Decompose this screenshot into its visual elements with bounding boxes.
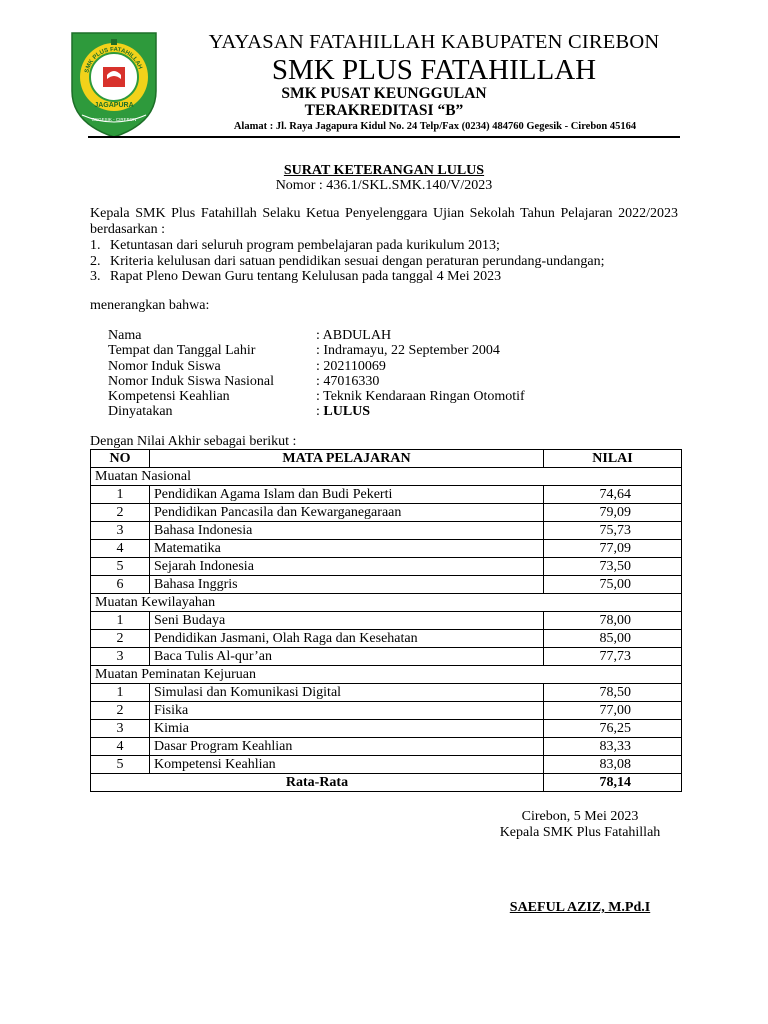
document-number: Nomor : 436.1/SKL.SMK.140/V/2023 [275,178,493,193]
row-subject: Pendidikan Jasmani, Olah Raga dan Kesehatan [150,630,544,648]
row-subject: Sejarah Indonesia [150,558,544,576]
row-subject: Baca Tulis Al-qur’an [150,648,544,666]
table-row [91,522,682,540]
info-row [108,389,525,404]
row-number: 5 [91,756,150,774]
list-text: Ketuntasan dari seluruh program pembelajaran pada kurikulum 2013; [110,238,500,253]
table-group-row [91,594,682,612]
row-subject: Fisika [150,702,544,720]
row-score: 78,50 [544,684,682,702]
letterhead-divider [88,136,680,138]
row-subject: Dasar Program Keahlian [150,738,544,756]
row-number: 3 [91,648,150,666]
basis-list [90,238,605,285]
letterhead-school-name: SMK PLUS FATAHILLAH [271,54,597,86]
table-row [91,612,682,630]
table-row [91,540,682,558]
row-score: 83,08 [544,756,682,774]
graduation-status: LULUS [323,404,371,420]
row-number: 2 [91,702,150,720]
info-row [108,404,525,419]
signature-place-date: Cirebon, 5 Mei 2023 [521,809,639,824]
header-score: NILAI [544,450,682,468]
row-subject: Simulasi dan Komunikasi Digital [150,684,544,702]
group-label: Muatan Peminatan Kejuruan [91,666,682,684]
row-score: 79,09 [544,504,682,522]
table-average-row [91,774,682,792]
row-number: 4 [91,738,150,756]
row-number: 3 [91,522,150,540]
average-label: Rata-Rata [91,774,544,792]
intro-paragraph: Kepala SMK Plus Fatahillah Selaku Ketua Penyelenggara Ujian Sekolah Tahun Pelajaran 2022/2023 berdasarkan : [90,206,678,237]
school-logo [70,31,158,139]
group-label: Muatan Kewilayahan [91,594,682,612]
row-score: 85,00 [544,630,682,648]
row-score: 75,00 [544,576,682,594]
info-label: Kompetensi Keahlian [108,389,230,405]
table-row [91,558,682,576]
row-subject: Seni Budaya [150,612,544,630]
table-row [91,504,682,522]
row-number: 4 [91,540,150,558]
student-info [108,328,525,420]
table-row [91,738,682,756]
row-score: 75,73 [544,522,682,540]
info-value: : [316,404,324,420]
table-body [91,468,682,792]
table-row [91,486,682,504]
table-row [91,648,682,666]
table-header-row [91,450,682,468]
table-row [91,630,682,648]
info-value: : Teknik Kendaraan Ringan Otomotif [316,389,525,405]
scores-lead: Dengan Nilai Akhir sebagai berikut : [90,434,297,449]
info-value: : Indramayu, 22 September 2004 [316,343,500,359]
row-number: 1 [91,612,150,630]
document-title: SURAT KETERANGAN LULUS [283,163,485,178]
list-number: 3. [90,269,101,284]
row-number: 2 [91,504,150,522]
signature-position: Kepala SMK Plus Fatahillah [499,825,661,840]
logo-ring-text: SMK PLUS FATAHILLAH [84,46,143,74]
statement-lead: menerangkan bahwa: [90,298,210,313]
list-item [90,254,605,270]
table-row [91,684,682,702]
logo-place-text: JAGAPURA [94,102,134,109]
header-no: NO [91,450,150,468]
info-value: : ABDULAH [316,328,392,343]
row-subject: Bahasa Indonesia [150,522,544,540]
table-row [91,756,682,774]
table-group-row [91,468,682,486]
info-label: Dinyatakan [108,404,173,420]
row-score: 73,50 [544,558,682,576]
row-score: 83,33 [544,738,682,756]
info-value: : 47016330 [316,373,380,389]
row-subject: Matematika [150,540,544,558]
letterhead-accreditation: TERAKREDITASI “B” [304,102,464,119]
letterhead-tagline: SMK PUSAT KEUNGGULAN [281,85,487,102]
list-number: 2. [90,253,101,269]
row-score: 74,64 [544,486,682,504]
row-subject: Pendidikan Pancasila dan Kewarganegaraan [150,504,544,522]
row-subject: Kompetensi Keahlian [150,756,544,774]
info-row [108,328,525,343]
letterhead-address: Alamat : Jl. Raya Jagapura Kidul No. 24 Telp/Fax (0234) 484760 Gegesik - Cirebon 45164 [233,121,637,132]
row-number: 3 [91,720,150,738]
row-subject: Pendidikan Agama Islam dan Budi Pekerti [150,486,544,504]
row-number: 5 [91,558,150,576]
info-label: Nama [108,328,142,343]
row-score: 77,00 [544,702,682,720]
info-label: Tempat dan Tanggal Lahir [108,343,256,359]
row-subject: Bahasa Inggris [150,576,544,594]
row-score: 78,00 [544,612,682,630]
table-row [91,576,682,594]
info-row [108,374,525,389]
row-score: 77,09 [544,540,682,558]
info-value: : 202110069 [316,358,386,374]
table-row [91,720,682,738]
info-label: Nomor Induk Siswa [108,358,221,374]
row-number: 6 [91,576,150,594]
average-score: 78,14 [544,774,682,792]
signature-name: SAEFUL AZIZ, M.Pd.I [509,900,651,915]
info-row [108,343,525,358]
table-group-row [91,666,682,684]
letterhead-foundation: YAYASAN FATAHILLAH KABUPATEN CIREBON [208,31,660,53]
list-text: Rapat Pleno Dewan Guru tentang Kelulusan pada tanggal 4 Mei 2023 [110,269,502,284]
table-row [91,702,682,720]
info-row [108,359,525,374]
row-score: 77,73 [544,648,682,666]
list-item [90,238,605,254]
row-number: 1 [91,684,150,702]
school-emblem-icon [70,31,158,139]
header-subject: MATA PELAJARAN [150,450,544,468]
logo-region-text: GEGESIK - CIREBON [91,117,137,122]
list-text: Kriteria kelulusan dari satuan pendidikan sesuai dengan peraturan perundang-undangan; [110,253,605,269]
info-label: Nomor Induk Siswa Nasional [108,373,275,389]
row-score: 76,25 [544,720,682,738]
group-label: Muatan Nasional [91,468,682,486]
scores-table [90,449,682,792]
row-number: 1 [91,486,150,504]
list-number: 1. [90,238,101,253]
row-number: 2 [91,630,150,648]
row-subject: Kimia [150,720,544,738]
list-item [90,269,605,285]
